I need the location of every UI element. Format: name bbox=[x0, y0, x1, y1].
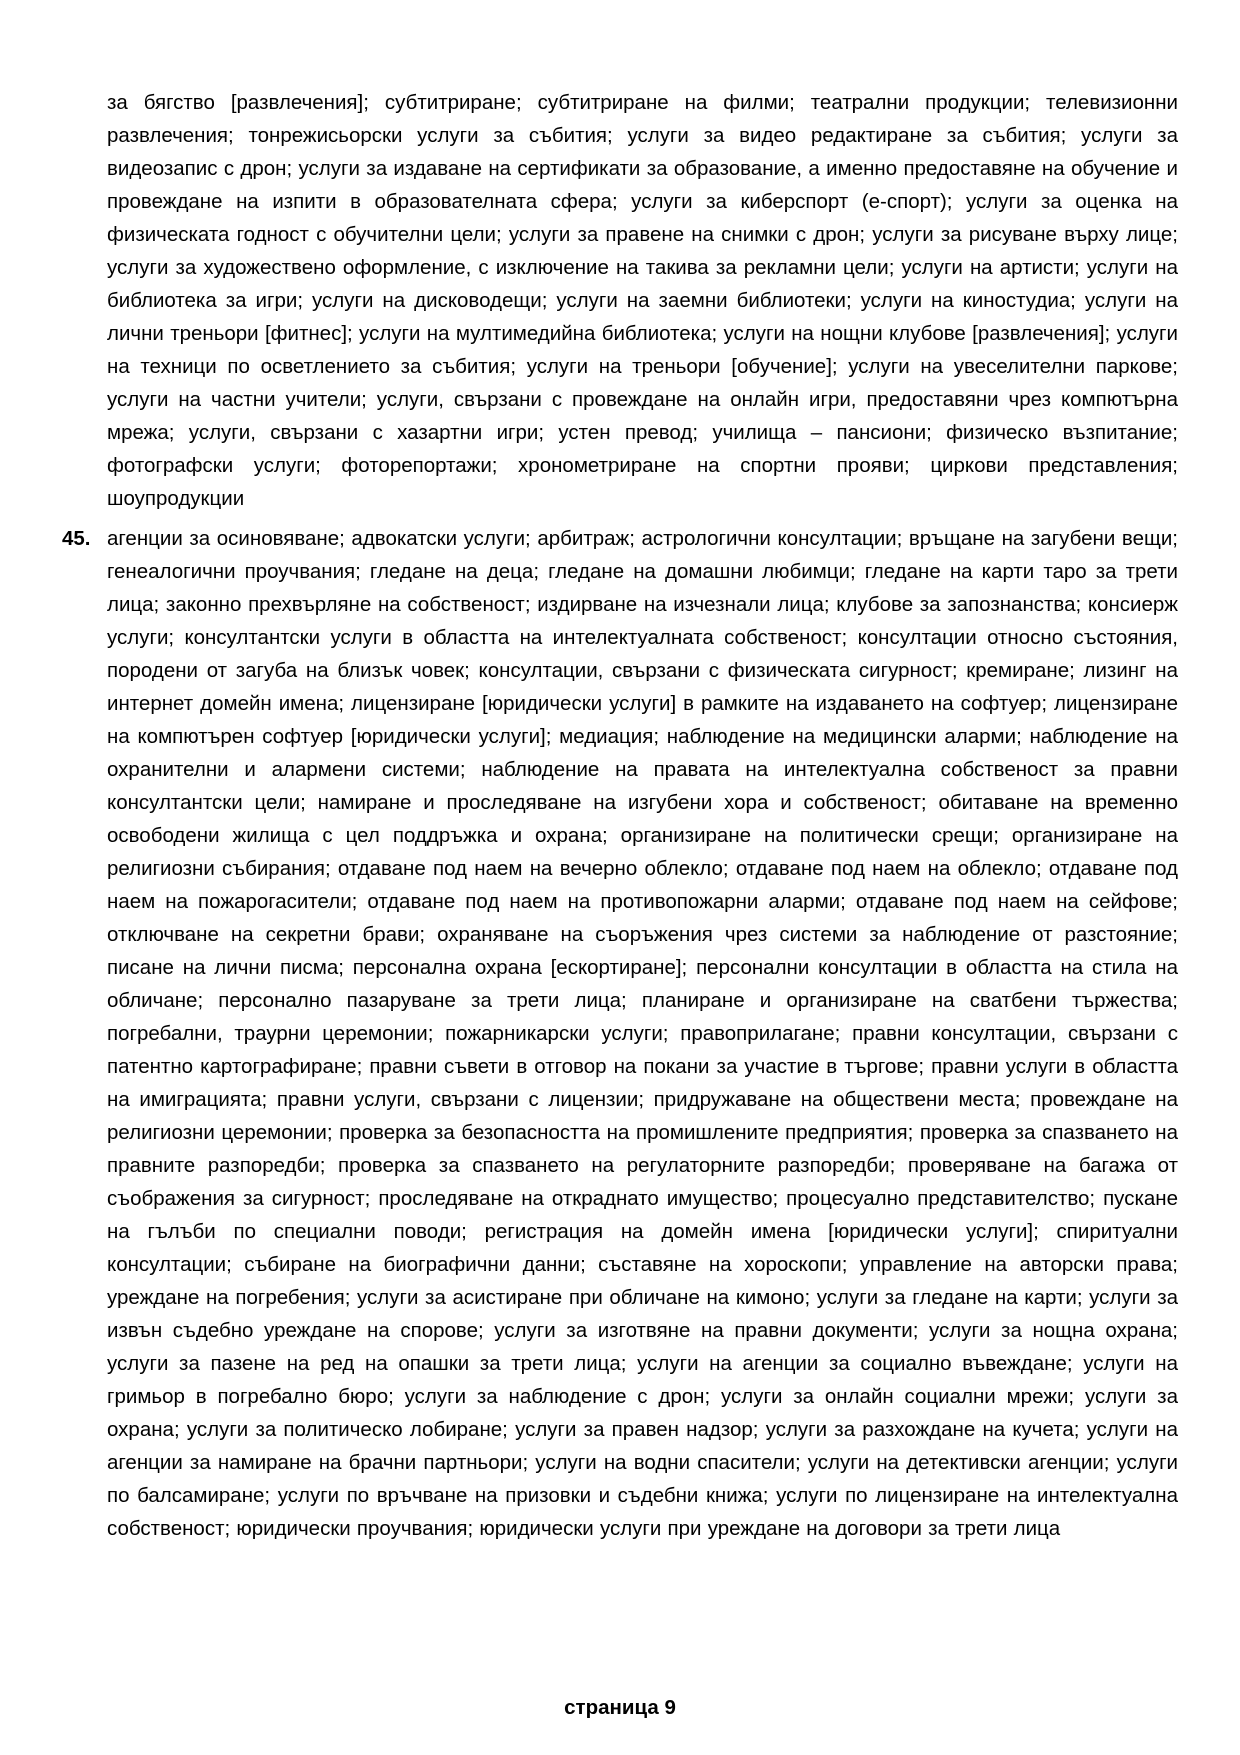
page-number: страница 9 bbox=[564, 1696, 676, 1719]
item-text: за бягство [развлечения]; субтитриране; субтитриране на филми; театрални продукции; телевизионни развлечения; тонрежисьорски услуги за събития; услуги за видео редактиране за събития; услуги за видеозапис с дрон; услуги за издаване на сертификати за образование, а именно предоставяне на обучение и провеждане на изпити в образователната сфера; услуги за киберспорт (е-спорт); услуги за оценка на физическата годност с обучителни цели; услуги за правене на снимки с дрон; услуги за рисуване върху лице; услуги за художествено оформление, с изключение на такива за рекламни цели; услуги на артисти; услуги на библиотека за игри; услуги на дисководещи; услуги на заемни библиотеки; услуги на киностудиа; услуги на лични треньори [фитнес]; услуги на мултимедийна библиотека; услуги на нощни клубове [развлечения]; услуги на техници по осветлението за събития; услуги на треньори [обучение]; услуги на увеселителни паркове; услуги на частни учители; услуги, свързани с провеждане на онлайн игри, предоставяни чрез компютърна мрежа; услуги, свързани с хазартни игри; устен превод; училища – пансиони; физическо възпитание; фотографски услуги; фоторепортажи; хронометриране на спортни прояви; циркови представления; шоупродукции bbox=[107, 91, 1178, 510]
item-text: агенции за осиновяване; адвокатски услуги; арбитраж; астрологични консултации; връщане на загубени вещи; генеалогични проучвания; гледане на деца; гледане на домашни любимци; гледане на карти таро за трети лица; законно прехвърляне на собственост; издирване на изчезнали лица; клубове за запознанства; консиерж услуги; консултантски услуги в областта на интелектуалната собственост; консултации относно състояния, породени от загуба на близък човек; консултации, свързани с физическата сигурност; кремиране; лизинг на интернет домейн имена; лицензиране [юридически услуги] в рамките на издаването на софтуер; лицензиране на компютърен софтуер [юридически услуги]; медиация; наблюдение на медицински аларми; наблюдение на охранителни и алармени системи; наблюдение на правата на интелектуална собственост за правни консултантски цели; намиране и проследяване на изгубени хора и собственост; обитаване на временно освободени жилища с цел поддръжка и охрана; организиране на политически срещи; организиране на религиозни събирания; отдаване под наем на вечерно облекло; отдаване под наем на облекло; отдаване под наем на пожарогасители; отдаване под наем на противопожарни аларми; отдаване под наем на сейфове; отключване на секретни брави; охраняване на съоръжения чрез системи за наблюдение от разстояние; писане на лични писма; персонална охрана [ескортиране]; персонални консултации в областта на стила на обличане; персонално пазаруване за трети лица; планиране и организиране на сватбени тържества; погребални, траурни церемонии; пожарникарски услуги; правоприлагане; правни консултации, свързани с патентно картографиране; правни съвети в отговор на покани за участие в търгове; правни услуги в областта на имиграцията; правни услуги, свързани с лицензии; придружаване на обществени места; провеждане на религиозни церемонии; проверка за безопасността на промишлените предприятия; проверка за спазването на правните разпоредби; проверка за спазването на регулаторните разпоредби; проверяване на багажа от съображения за сигурност; проследяване на откраднато имущество; процесуално представителство; пускане на гълъби по специални поводи; регистрация на домейн имена [юридически услуги]; спиритуални консултации; събиране на биографични данни; съставяне на хороскопи; управление на авторски права; уреждане на погребения; услуги за асистиране при обличане на кимоно; услуги за гледане на карти; услуги за извън съдебно уреждане на спорове; услуги за изготвяне на правни документи; услуги за нощна охрана; услуги за пазене на ред на опашки за трети лица; услуги на агенции за социално въвеждане; услуги на гримьор в погребално бюро; услуги за наблюдение с дрон; услуги за онлайн социални мрежи; услуги за охрана; услуги за политическо лобиране; услуги за правен надзор; услуги за разхождане на кучета; услуги на агенции за намиране на брачни партньори; услуги на водни спасители; услуги на детективски агенции; услуги по балсамиране; услуги по връчване на призовки и съдебни книжа; услуги по лицензиране на интелектуална собственост; юридически проучвания; юридически услуги при уреждане на договори за трети лица bbox=[107, 527, 1178, 1540]
list-item-45 bbox=[62, 522, 1178, 1545]
list-item-continuation bbox=[62, 86, 1178, 515]
item-number: 45. bbox=[62, 527, 91, 550]
document-body bbox=[62, 86, 1178, 1545]
